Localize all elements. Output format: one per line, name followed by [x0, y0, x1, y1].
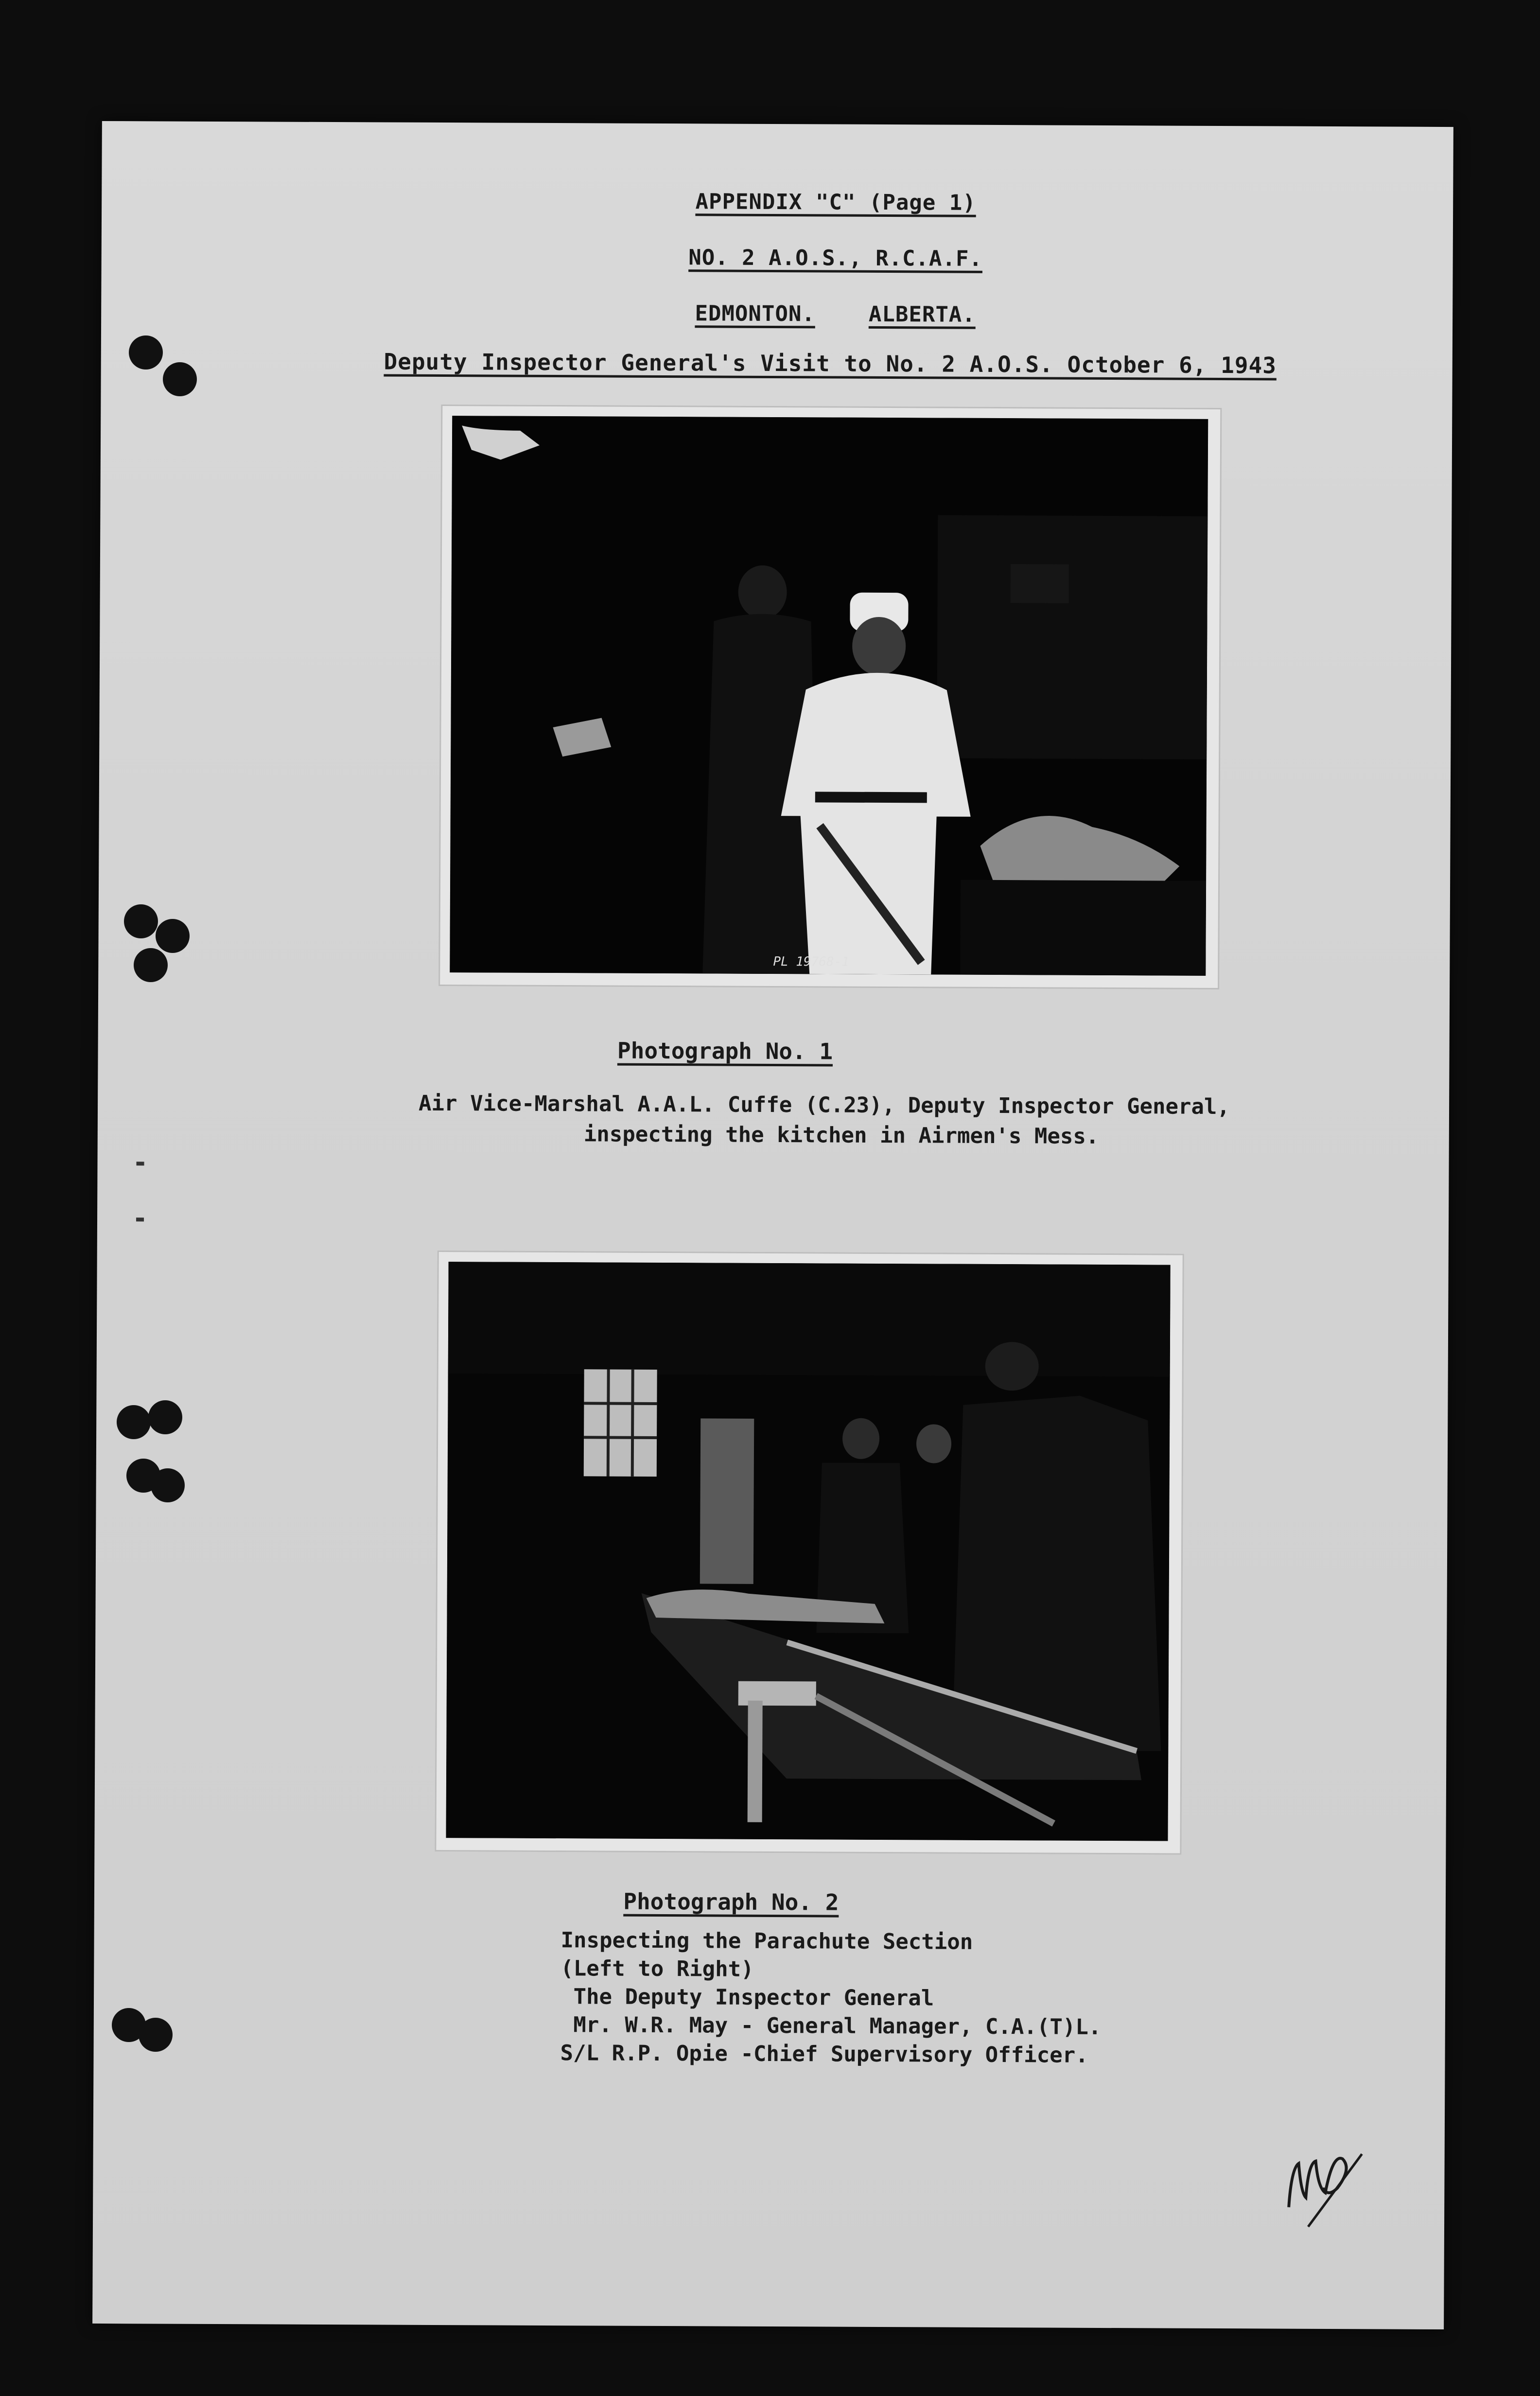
appendix-heading: APPENDIX "C" (Page 1) — [695, 189, 976, 215]
margin-mark — [136, 1217, 144, 1221]
punch-hole — [124, 904, 158, 938]
photo-1-caption-line-2: inspecting the kitchen in Airmen's Mess. — [583, 1122, 1099, 1149]
punch-hole — [148, 1400, 182, 1434]
photo-2-title: Photograph No. 2 — [623, 1888, 839, 1916]
punch-hole — [117, 1405, 151, 1439]
photo-2-scene — [446, 1262, 1170, 1841]
punch-hole — [163, 362, 197, 396]
photo-1-scene — [450, 416, 1208, 976]
photo-1-caption-line-1: Air Vice-Marshal A.A.L. Cuffe (C.23), Deputy Inspector General, — [418, 1091, 1230, 1120]
photo-1-mount — [438, 405, 1222, 989]
photo-2-caption-line-2: (Left to Right) — [560, 1956, 754, 1982]
photo-2-caption-line-3: The Deputy Inspector General — [560, 1984, 934, 2011]
negative-number-label: PL 19768-1 — [773, 954, 849, 969]
punch-hole — [129, 335, 163, 370]
province-text: ALBERTA. — [868, 301, 976, 327]
photo-2-mount — [435, 1251, 1184, 1855]
unit-heading: NO. 2 A.O.S., R.C.A.F. — [688, 245, 983, 271]
punch-hole — [156, 919, 190, 953]
location-heading — [159, 299, 1511, 329]
photo-2-caption-line-4: Mr. W.R. May - General Manager, C.A.(T)L. — [560, 2012, 1102, 2040]
photo-1-title: Photograph No. 1 — [617, 1037, 833, 1065]
photo-2-caption-line-5: S/L R.P. Opie -Chief Supervisory Officer. — [560, 2041, 1088, 2068]
punch-hole — [134, 948, 168, 982]
document-page — [92, 121, 1453, 2329]
punch-hole — [151, 1468, 185, 1502]
visit-heading: Deputy Inspector General's Visit to No. 2 A.O.S. October 6, 1943 — [384, 348, 1277, 379]
city-text: EDMONTON. — [695, 301, 816, 327]
photo-2-parachute-section-image — [446, 1262, 1170, 1841]
punch-hole — [139, 2018, 173, 2052]
photo-2-caption-line-1: Inspecting the Parachute Section — [560, 1928, 973, 1955]
margin-mark — [137, 1162, 144, 1165]
photo-1-kitchen-image — [450, 416, 1208, 976]
handwritten-initials-signature — [1279, 2134, 1367, 2232]
